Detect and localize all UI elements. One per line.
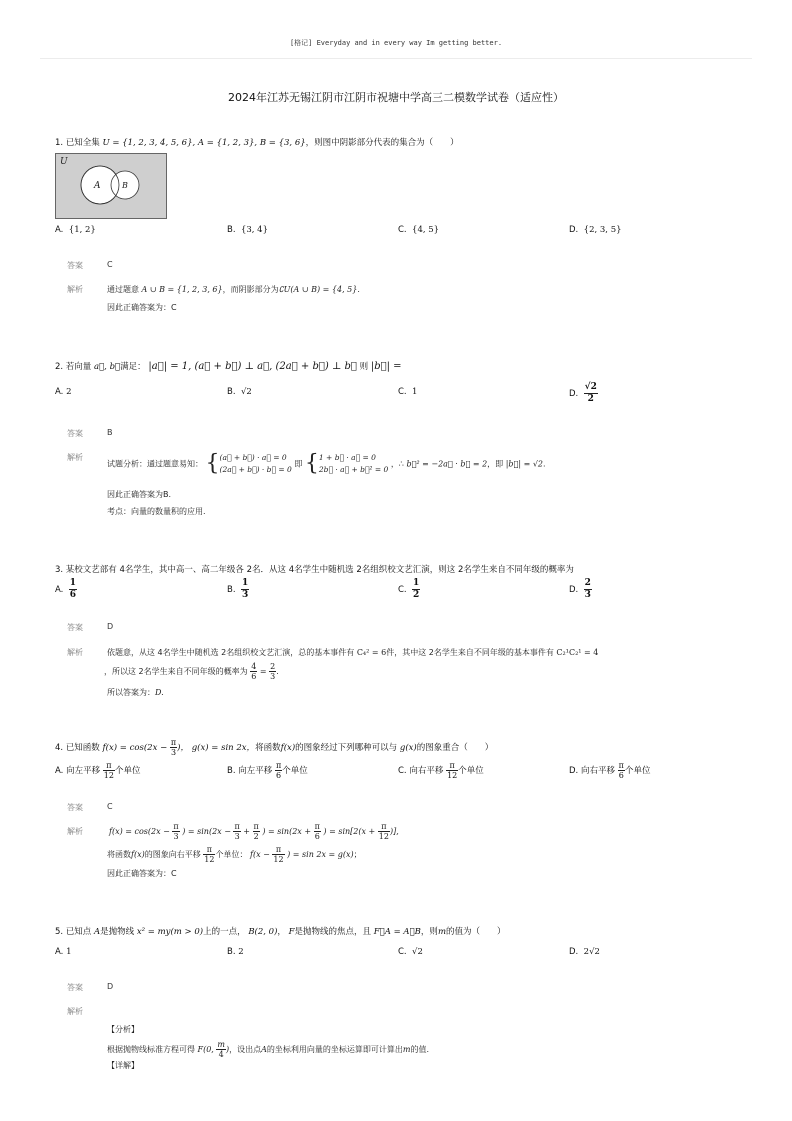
q2-answer-label: 答案 [67,429,83,438]
q1-set-a: , A = {1, 2, 3} [192,138,255,148]
q5-option-d[interactable]: D. 2√2 [569,947,600,957]
q2-option-c[interactable]: C. 1 [398,387,418,397]
q1-option-c[interactable]: C. {4, 5} [398,225,440,235]
q5-analysis-line-1: 根据抛物线标准方程可得 F(0, $\frac{m}{4}$ )，设出点A的坐标利用向量的坐标运算即可计算出m的值. [107,1040,430,1059]
q5-answer-value: D [107,982,114,991]
q4-analysis-line-2: 将函数f(x)的图象向右平移 $\frac{\pi}{12}$ 个单位： f(x − $\frac{\pi}{12}$ ) = sin 2x = g(x)； [107,845,362,864]
q5-answer-label: 答案 [67,983,83,992]
q4-answer-label: 答案 [67,803,83,812]
header-divider [40,58,752,59]
q3-answer-label: 答案 [67,623,83,632]
q2-option-b[interactable]: B. √2 [227,387,252,397]
q4-option-a[interactable]: A. 向左平移 $\frac{\pi}{12}$ 个单位 [55,761,141,780]
q4-analysis-label: 解析 [67,827,83,836]
q3-option-d[interactable]: D. $\frac{2}{3}$ [569,578,591,600]
q2-analysis-line-1: 试题分析：通过题意易知： { (a⃗ + b⃗) · a⃗ = 0 (2a⃗ + b⃗) · b⃗ = 0 即 { 1 + b⃗ · a⃗ = 0 2b⃗ · a⃗ + b⃗² = 0 ，∴ b⃗² = −2a⃗ · b⃗ = 2，即 |b⃗| = √2. [107,451,546,476]
q4-option-b[interactable]: B. 向左平移 $\frac{\pi}{6}$ 个单位 [227,761,308,780]
question-1-stem [55,136,459,148]
q1-suffix: ，则图中阴影部分代表的集合为（ ） [305,138,459,148]
q5-option-c[interactable]: C. √2 [398,947,423,957]
q3-analysis-label: 解析 [67,648,83,657]
q5-option-a[interactable]: A. 1 [55,947,72,957]
q3-option-a[interactable]: A. $\frac{1}{6}$ [55,578,77,600]
q2-option-d[interactable]: D. $\frac{√2}{2}$ [569,382,597,404]
venn-diagram [55,153,167,219]
question-3-stem: 3. 某校文艺部有 4名学生，其中高一、高二年级各 2名．从这 4名学生中随机选 2名组织校文艺汇演，则这 2名学生来自不同年级的概率为 [55,565,574,575]
q3-option-c[interactable]: C. $\frac{1}{2}$ [398,578,420,600]
q1-set-b: , B = {3, 6} [254,138,306,148]
venn-label-b: B [122,181,128,190]
question-5-stem: 5. 已知点 A是抛物线 x² = my(m > 0)上的一点， B(2, 0)， F是抛物线的焦点，且 F⃗A = A⃗B，则m的值为（ ） [55,927,506,937]
q1-option-d[interactable]: D. {2, 3, 5} [569,225,622,235]
q3-option-b[interactable]: B. $\frac{1}{3}$ [227,578,249,600]
q4-option-d[interactable]: D. 向右平移 $\frac{\pi}{6}$ 个单位 [569,761,651,780]
q5-detail-head: 【详解】 [107,1061,139,1070]
q1-analysis-label: 解析 [67,285,83,294]
q5-analysis-label: 解析 [67,1007,83,1016]
venn-label-u: U [60,157,68,167]
q1-prefix: 1. 已知全集 [55,138,100,148]
q2-analysis-label: 解析 [67,453,83,462]
question-2-stem: 2. 若向量 a⃗, b⃗满足： |a⃗| = 1, (a⃗ + b⃗) ⊥ a⃗, (2a⃗ + b⃗) ⊥ b⃗ 则 |b⃗| = [55,361,402,372]
q5-analysis-head: 【分析】 [107,1025,139,1034]
q4-answer-value: C [107,802,113,811]
q2-option-a[interactable]: A. 2 [55,387,72,397]
venn-svg [56,154,168,220]
q1-analysis-line-1: 通过题意 A ∪ B = {1, 2, 3, 6}，而阴影部分为∁U(A ∪ B) = {4, 5}. [107,285,360,294]
q1-answer-value: C [107,260,113,269]
page-title: 2024年江苏无锡江阴市江阴市祝塘中学高三二模数学试卷（适应性） [228,91,564,104]
q3-analysis-line-2: ，所以这 2名学生来自不同年级的概率为 $\frac{4}{6}$ = $\frac{2}{3}$ . [104,662,279,681]
venn-label-a: A [94,181,101,191]
q3-answer-value: D [107,622,114,631]
q4-option-c[interactable]: C. 向右平移 $\frac{\pi}{12}$ 个单位 [398,761,484,780]
q1-option-a[interactable]: A. {1, 2} [55,225,96,235]
q4-analysis-line-3: 因此正确答案为：C [107,869,177,878]
q2-analysis-line-3: 考点：向量的数量积的应用. [107,507,206,516]
q2-answer-value: B [107,428,113,437]
q5-option-b[interactable]: B. 2 [227,947,244,957]
q1-answer-label: 答案 [67,261,83,270]
q1-analysis-line-2: 因此正确答案为：C [107,303,177,312]
q2-analysis-line-2: 因此正确答案为B. [107,490,172,499]
question-4-stem: 4. 已知函数 f(x) = cos(2x − $\frac{\pi}{3}$ )， g(x) = sin 2x，将函数f(x)的图象经过下列哪种可以与 g(x)的图象重合（ ） [55,738,494,757]
q4-analysis-line-1: f(x) = cos(2x − $\frac{\pi}{3}$ ) = sin(2x − $\frac{\pi}{3}$ + $\frac{\pi}{2}$ ) = sin(2x + $\frac{\pi}{6}$ ) = sin[2(x + $\frac{\pi}{12}$ )], [109,822,399,841]
header-motto: [格记] Everyday and in every way Im getting better. [289,39,503,47]
q3-analysis-line-3: 所以答案为：D. [107,688,164,697]
q1-option-b[interactable]: B. {3, 4} [227,225,268,235]
q3-analysis-line-1: 依题意，从这 4名学生中随机选 2名组织校文艺汇演，总的基本事件有 C₄² = 6件，其中这 2名学生来自不同年级的基本事件有 C₂¹C₂¹ = 4 [107,648,599,657]
q1-set-u: U = {1, 2, 3, 4, 5, 6} [102,138,193,148]
